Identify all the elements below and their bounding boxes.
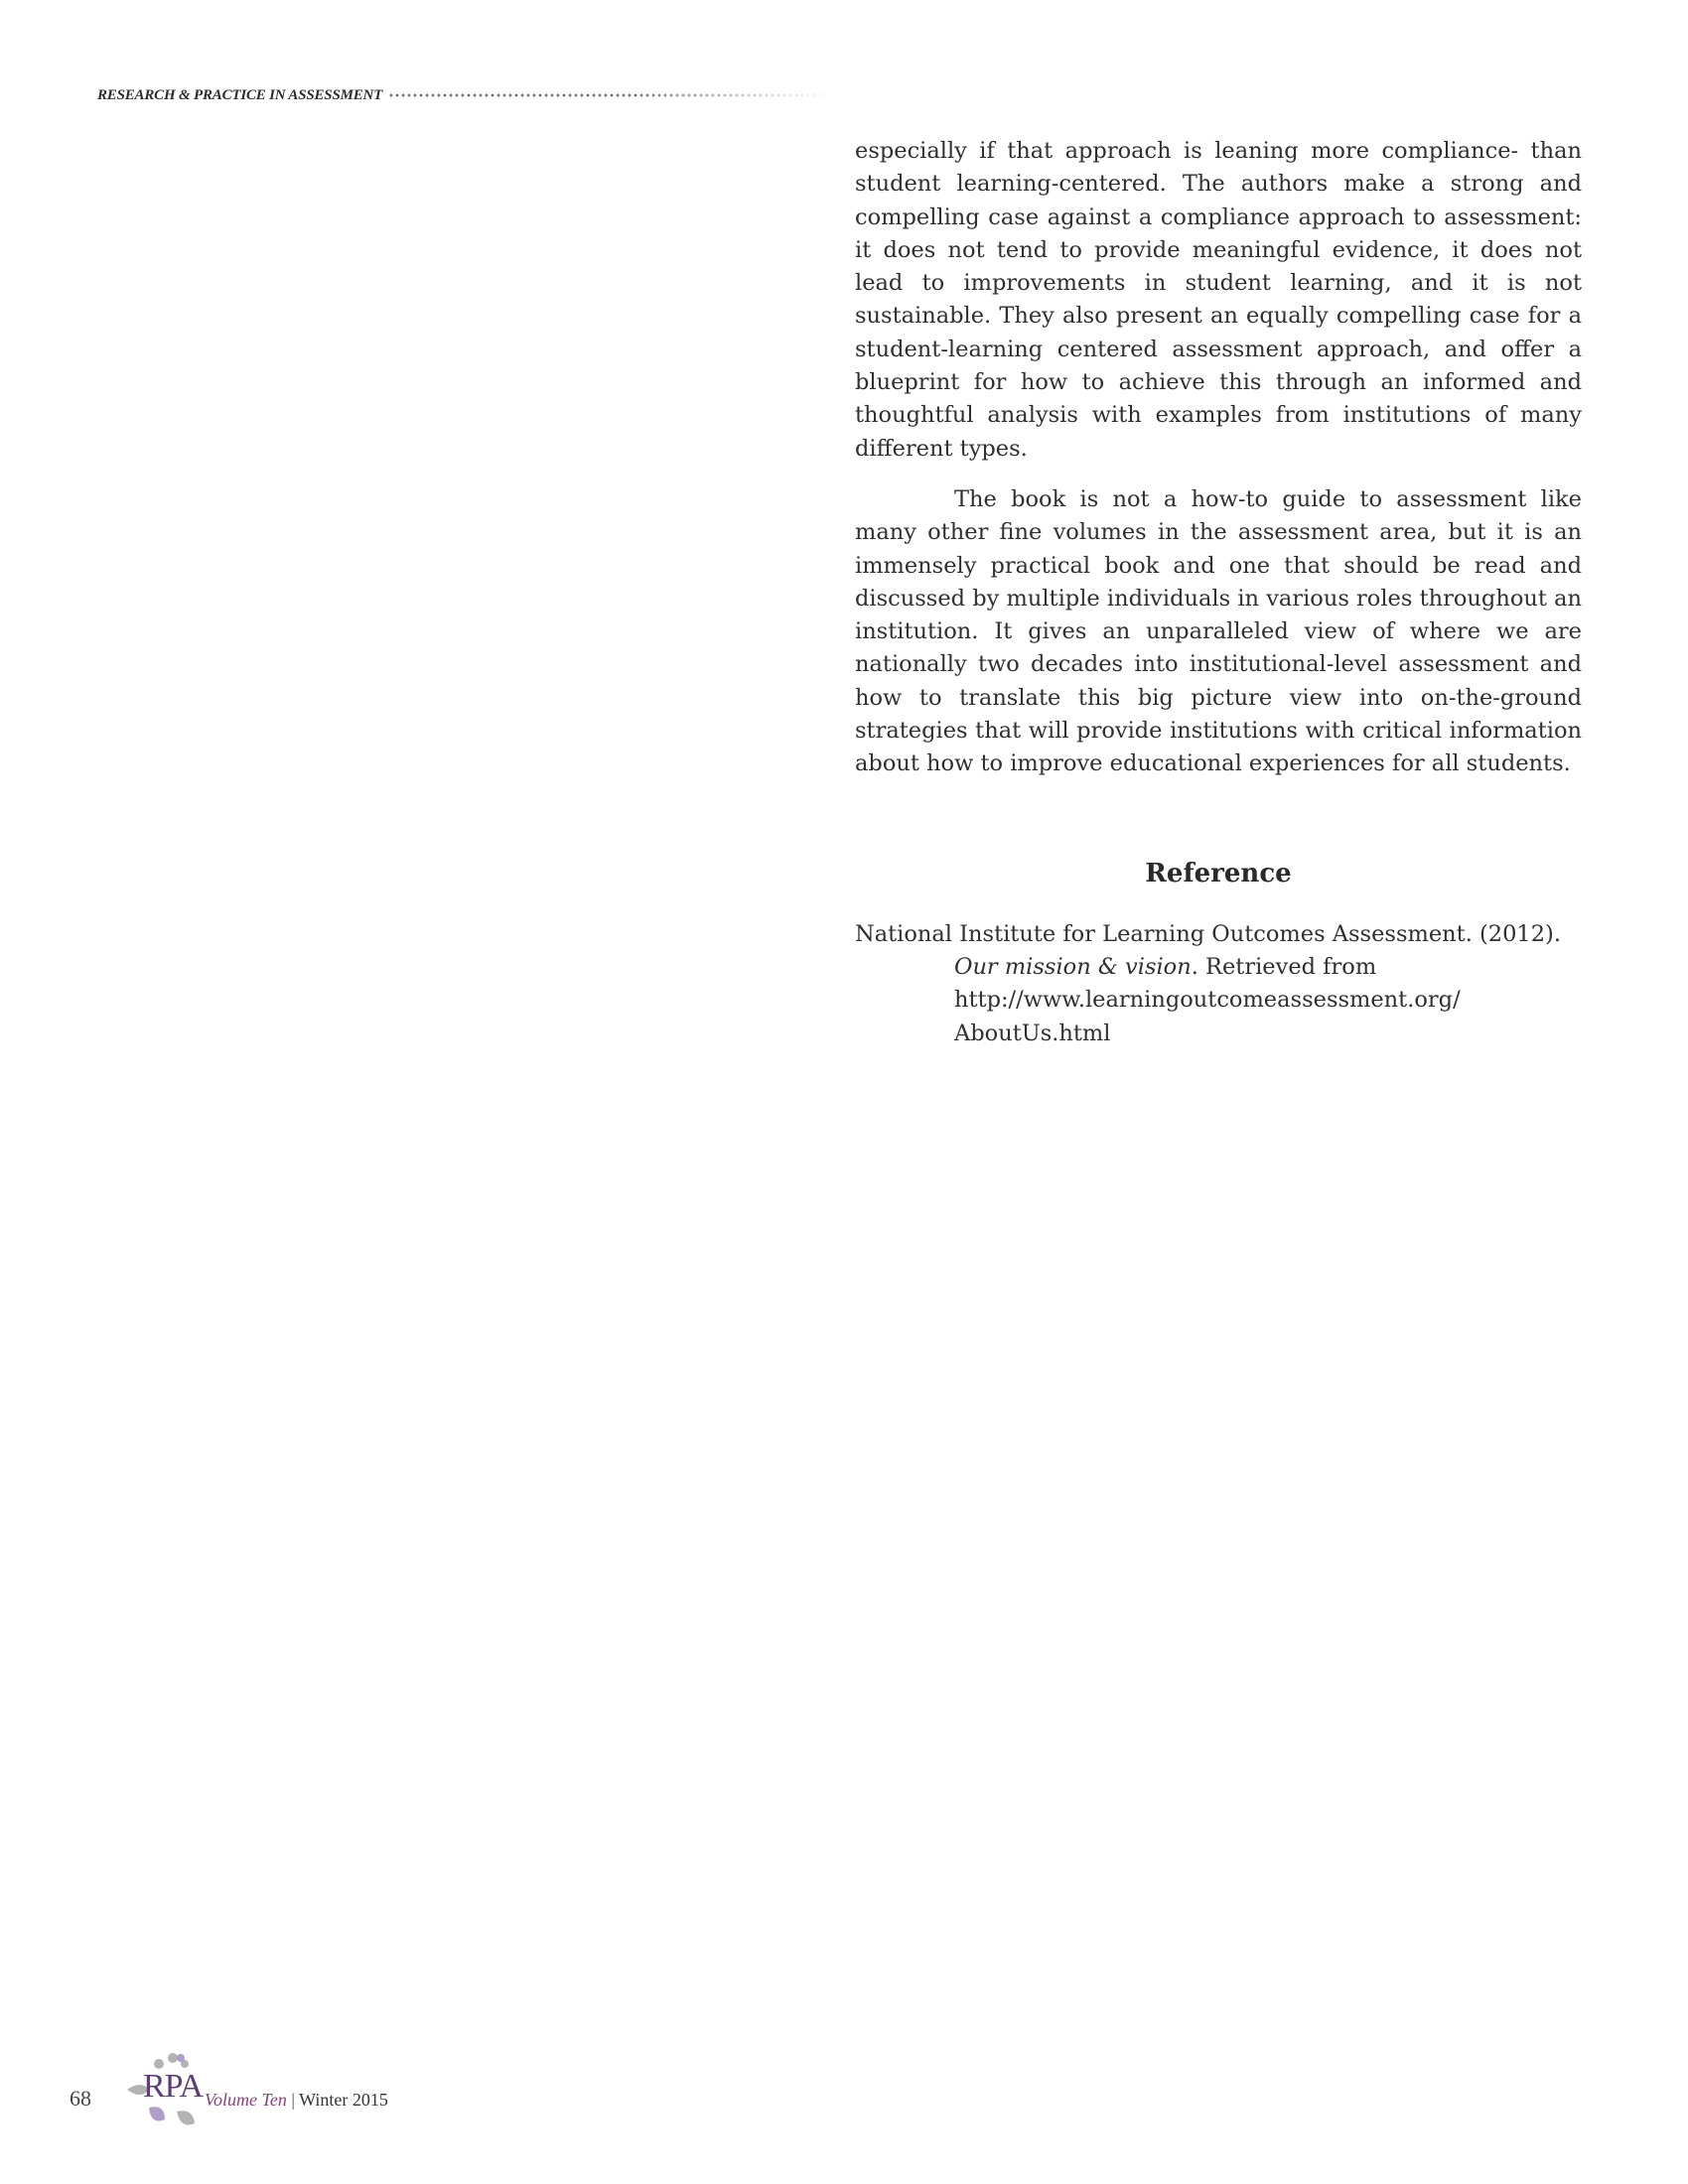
page-footer [70, 2050, 665, 2139]
page-number: 68 [70, 2086, 91, 2111]
body-text [855, 135, 1582, 781]
running-header-title: RESEARCH & PRACTICE IN ASSESSMENT [97, 86, 383, 103]
issue-info [205, 2090, 388, 2111]
logo-text: RPA [143, 2068, 204, 2105]
reference-url-continued[interactable]: AboutUs.html [954, 1020, 1111, 1046]
body-paragraph: especially if that approach is leaning more compliance- than student learning-centered. The authors make a strong and compelling case against a compliance approach to assessment: it does not tend to provide meaningful evidence, it does not lead to improvements in student learning, and it is not sustainable. They also present an equally compelling case for a student-learning centered assessment approach, and offer a blueprint for how to achieve this through an informed and thoughtful analysis with examples from institutions of many different types. [855, 138, 1582, 462]
body-paragraph: The book is not a how-to guide to assessment like many other fine volumes in the assessment area, but it is an immensely practical book and one that should be read and discussed by multiple individuals in various roles throughout an institution. It gives an unparalleled view of where we are nationally two decades into institutional-level assessment and how to translate this big picture view into on-the-ground strategies that will provide institutions with critical information about how to improve educational experiences for all students. [855, 485, 1582, 777]
reference-year: (2012). [1479, 920, 1561, 947]
text-column [855, 135, 1582, 1050]
reference-url[interactable]: http://www.learningoutcomeassessment.org/ [954, 987, 1461, 1014]
reference-entry [855, 918, 1590, 1050]
running-header [97, 83, 832, 107]
footer-separator: | [291, 2090, 295, 2110]
dotted-rule [388, 93, 832, 97]
reference-title: Our mission & vision [954, 953, 1192, 980]
reference-author: National Institute for Learning Outcomes Assessment. [855, 920, 1473, 947]
reference-retrieved: . Retrieved from [1191, 953, 1377, 980]
season-label: Winter 2015 [299, 2090, 388, 2110]
reference-heading: Reference [1145, 858, 1292, 888]
volume-label: Volume Ten [205, 2090, 287, 2110]
